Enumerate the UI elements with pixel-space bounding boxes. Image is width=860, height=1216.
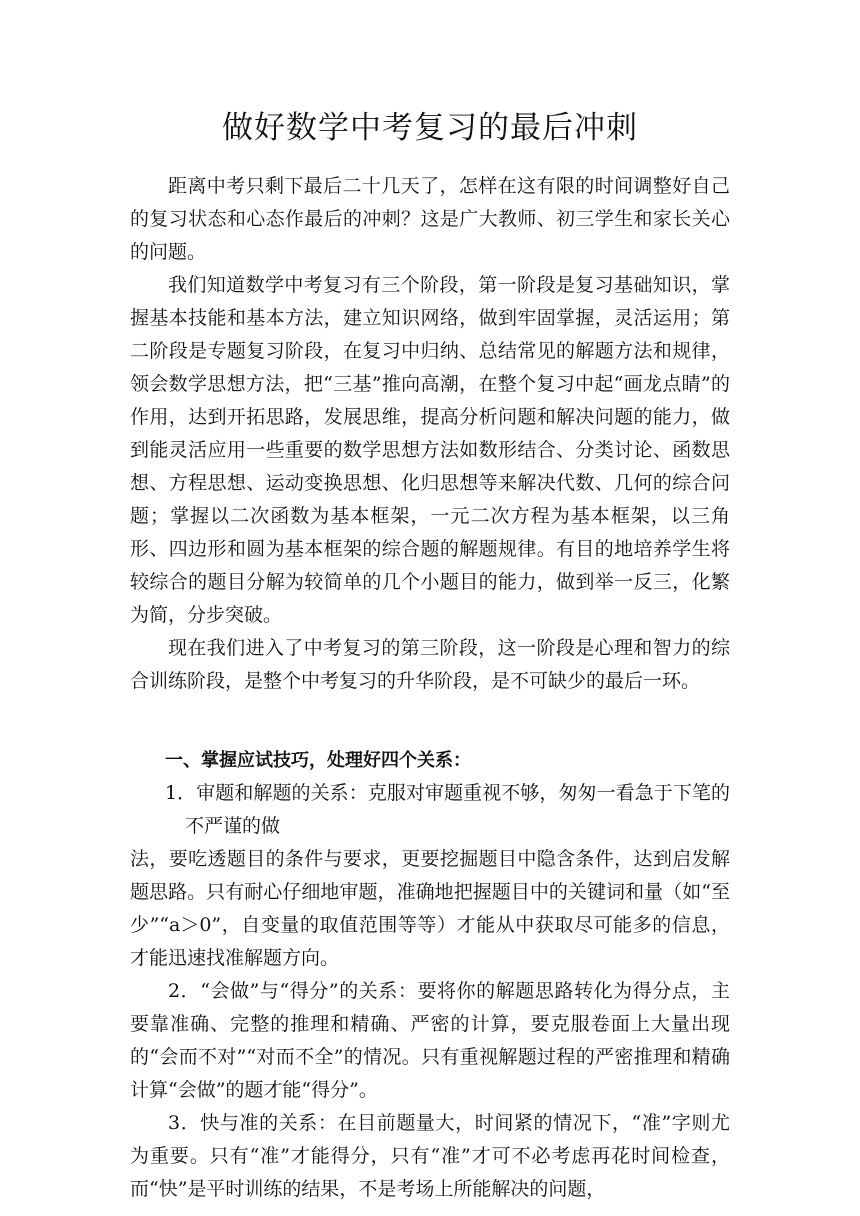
list-item-1-heading: 1．审题和解题的关系：克服对审题重视不够，匆匆一看急于下笔的不严谨的做 [165, 782, 730, 837]
third-stage-paragraph: 现在我们进入了中考复习的第三阶段，这一阶段是心理和智力的综合训练阶段，是整个中考复习的升华阶段，是不可缺少的最后一环。 [130, 637, 730, 692]
list-item-1-continuation: 法，要吃透题目的条件与要求，更要挖掘题目中隐含条件，达到启发解题思路。只有耐心仔细地审题，准确地把握题目中的关键词和量（如“至少”“a＞0”，自变量的取值范围等等）才能从中获取尽可能多的信息，才能迅速找准解题方向。 [130, 848, 730, 969]
review-stages-paragraph: 我们知道数学中考复习有三个阶段，第一阶段是复习基础知识，掌握基本技能和基本方法，建立知识网络，做到牢固掌握，灵活运用；第二阶段是专题复习阶段，在复习中归纳、总结常见的解题方法和规律，领会数学思想方法，把“三基”推向高潮，在整个复习中起“画龙点睛”的作用，达到开拓思路，发展思维，提高分析问题和解决问题的能力，做到能灵活应用一些重要的数学思想方法如数形结合、分类讨论、函数思想、方程思想、运动变换思想、化归思想等来解决代数、几何的综合问题；掌握以二次函数为基本框架，一元二次方程为基本框架，以三角形、四边形和圆为基本框架的综合题的解题规律。有目的地培养学生将较综合的题目分解为较简单的几个小题目的能力，做到举一反三，化繁为简，分步突破。 [130, 274, 730, 626]
intro-paragraph: 距离中考只剩下最后二十几天了，怎样在这有限的时间调整好自己的复习状态和心态作最后的冲刺？这是广大教师、初三学生和家长关心的问题。 [130, 175, 730, 263]
section-heading: 一、掌握应试技巧，处理好四个关系： [165, 750, 471, 771]
document-page [130, 100, 730, 1206]
section-spacer [130, 698, 730, 744]
list-item-2: 2．“会做”与“得分”的关系：要将你的解题思路转化为得分点，主要靠准确、完整的推理和精确、严密的计算，要克服卷面上大量出现的“会而不对”“对而不全”的情况。只有重视解题过程的严密推理和精确计算“会做”的题才能“得分”。 [130, 980, 730, 1101]
document-title: 做好数学中考复习的最后冲刺 [222, 110, 638, 146]
list-item-3: 3．快与准的关系：在目前题量大，时间紧的情况下，“准”字则尤为重要。只有“准”才能得分，只有“准”才可不必考虑再花时间检查，而“快”是平时训练的结果，不是考场上所能解决的问题， [130, 1112, 730, 1200]
